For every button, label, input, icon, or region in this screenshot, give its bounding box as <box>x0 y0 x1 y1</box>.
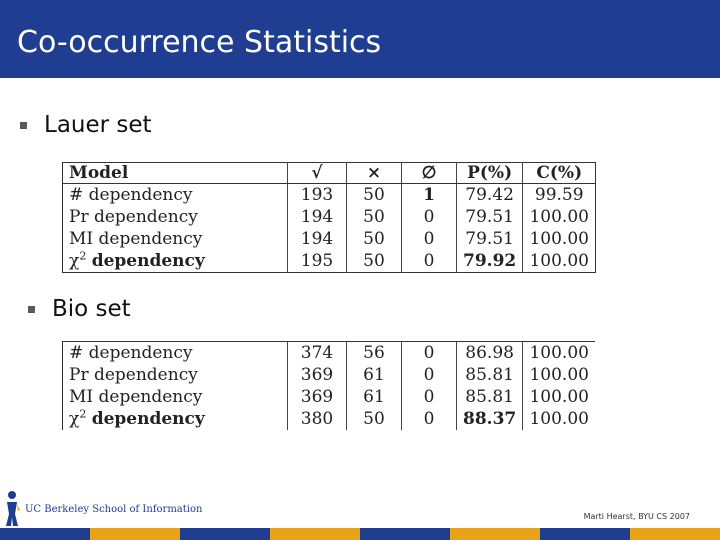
correct-cell: 369 <box>288 386 347 408</box>
table-row <box>63 342 596 365</box>
empty-cell: 0 <box>402 228 457 250</box>
stripe-segment <box>180 528 270 540</box>
model-rest: dependency <box>91 409 205 429</box>
chi-symbol: χ <box>69 251 80 271</box>
table-row <box>63 184 596 207</box>
incorrect-cell: 50 <box>347 408 402 430</box>
model-cell: # dependency <box>63 184 288 207</box>
empty-cell: 0 <box>402 206 457 228</box>
bio-table <box>62 341 595 430</box>
header-precision: P(%) <box>457 163 523 184</box>
logo-text: UC Berkeley School of Information <box>25 503 203 515</box>
stripe-segment <box>630 528 720 540</box>
correct-cell: 380 <box>288 408 347 430</box>
model-cell <box>63 250 288 273</box>
table-row <box>63 250 596 273</box>
table-row <box>63 228 596 250</box>
bullet-square-icon <box>20 122 27 129</box>
incorrect-cell: 61 <box>347 386 402 408</box>
model-cell: Pr dependency <box>63 364 288 386</box>
stripe-segment <box>270 528 360 540</box>
precision-cell: 79.92 <box>457 250 523 273</box>
chi-superscript: 2 <box>79 407 87 421</box>
bullet-lauer-label: Lauer set <box>44 112 152 138</box>
correct-cell: 194 <box>288 206 347 228</box>
precision-cell: 85.81 <box>457 364 523 386</box>
coverage-cell: 99.59 <box>534 185 584 205</box>
stripe-segment <box>90 528 180 540</box>
coverage-cell: 100.00 <box>529 409 589 429</box>
precision-cell: 79.42 <box>457 184 523 207</box>
bullet-bio <box>28 296 131 322</box>
coverage-cell: 100.00 <box>529 207 589 227</box>
empty-cell: 0 <box>402 250 457 273</box>
model-cell: MI dependency <box>63 386 288 408</box>
precision-cell: 85.81 <box>457 386 523 408</box>
coverage-cell: 100.00 <box>529 387 589 407</box>
bullet-square-icon <box>28 306 35 313</box>
stripe-segment <box>540 528 630 540</box>
incorrect-cell: 61 <box>347 364 402 386</box>
model-cell <box>63 408 288 430</box>
model-rest: dependency <box>91 251 205 271</box>
bullet-lauer <box>20 112 152 138</box>
empty-cell: 0 <box>402 364 457 386</box>
model-cell: MI dependency <box>63 228 288 250</box>
header-model: Model <box>63 163 288 184</box>
chi-symbol: χ <box>69 409 80 429</box>
correct-cell: 369 <box>288 364 347 386</box>
incorrect-cell: 50 <box>347 206 402 228</box>
precision-cell: 86.98 <box>457 342 523 365</box>
coverage-cell: 100.00 <box>529 251 589 271</box>
incorrect-cell: 50 <box>347 184 402 207</box>
empty-cell: 0 <box>402 386 457 408</box>
stripe-segment <box>0 528 90 540</box>
slide-credit: Marti Hearst, BYU CS 2007 <box>583 512 690 521</box>
header-correct: √ <box>288 163 347 184</box>
model-cell: # dependency <box>63 342 288 365</box>
incorrect-cell: 50 <box>347 250 402 273</box>
stripe-segment <box>360 528 450 540</box>
coverage-cell: 100.00 <box>529 343 589 363</box>
berkeley-logo <box>3 490 202 528</box>
stripe-segment <box>450 528 540 540</box>
precision-cell: 79.51 <box>457 206 523 228</box>
lauer-header-row <box>63 163 596 184</box>
incorrect-cell: 56 <box>347 342 402 365</box>
footer-stripe <box>0 528 720 540</box>
coverage-cell: 100.00 <box>529 365 589 385</box>
table-row <box>63 408 596 430</box>
precision-cell: 88.37 <box>457 408 523 430</box>
table-row <box>63 364 596 386</box>
slide-title: Co-occurrence Statistics <box>17 25 382 60</box>
model-cell: Pr dependency <box>63 206 288 228</box>
precision-cell: 79.51 <box>457 228 523 250</box>
empty-cell: 0 <box>402 342 457 365</box>
berkeley-figure-icon <box>3 490 21 528</box>
correct-cell: 194 <box>288 228 347 250</box>
correct-cell: 374 <box>288 342 347 365</box>
correct-cell: 193 <box>288 184 347 207</box>
coverage-cell: 100.00 <box>529 229 589 249</box>
header-coverage: C(%) <box>523 163 596 184</box>
empty-cell: 1 <box>402 184 457 207</box>
correct-cell: 195 <box>288 250 347 273</box>
empty-cell: 0 <box>402 408 457 430</box>
chi-superscript: 2 <box>79 249 87 263</box>
header-incorrect: × <box>347 163 402 184</box>
incorrect-cell: 50 <box>347 228 402 250</box>
table-row <box>63 386 596 408</box>
lauer-table <box>62 162 596 273</box>
bullet-bio-label: Bio set <box>52 296 131 322</box>
table-row <box>63 206 596 228</box>
header-empty: ∅ <box>402 163 457 184</box>
